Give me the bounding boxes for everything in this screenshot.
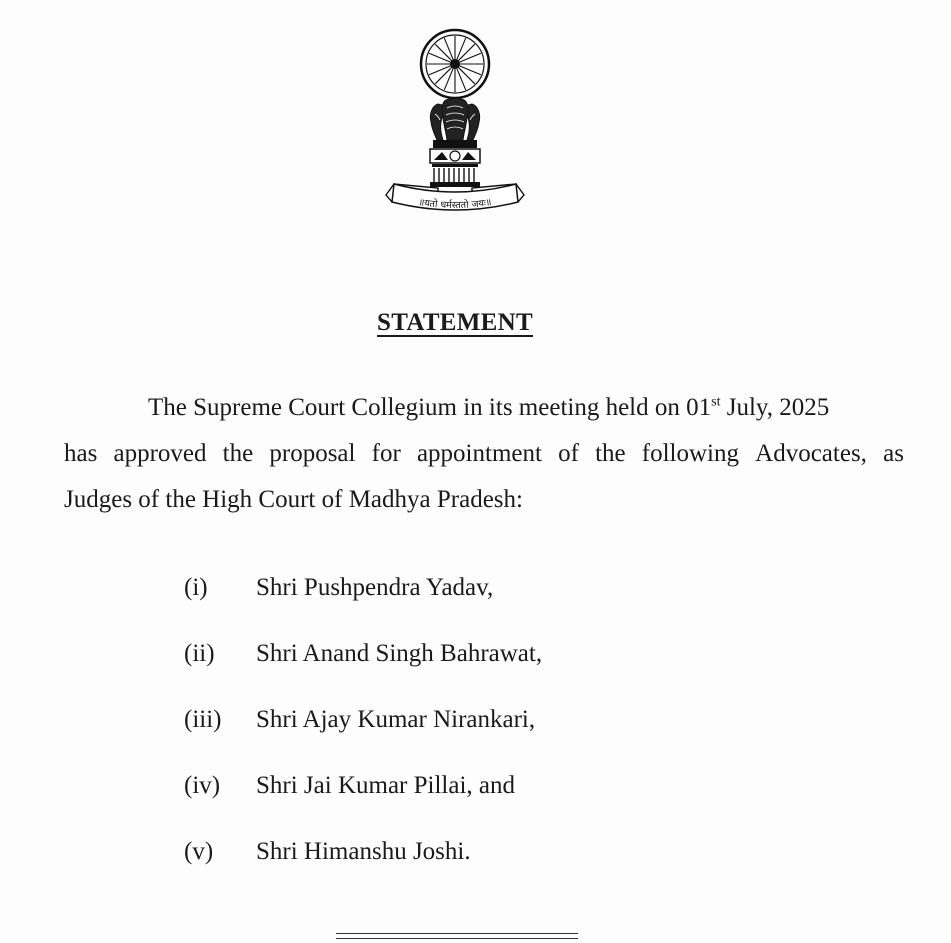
list-item [184,838,471,866]
paragraph-line-1-part-a: The Supreme Court Collegium in its meeting held on 01 [148,394,712,421]
list-item-number: (iv) [184,772,221,799]
word: the [222,440,254,467]
list-item [184,574,493,602]
appointee-name: Shri Pushpendra Yadav, [256,574,494,601]
list-item [184,706,535,734]
list-item [184,772,515,800]
list-item-number: (ii) [184,640,215,667]
paragraph-line-1-part-b: July, 2025 [720,394,830,421]
list-item [184,640,542,668]
ordinal-suffix: st [711,394,721,410]
paragraph-line-2 [64,440,904,468]
word: Advocates, [755,440,867,467]
statement-title: STATEMENT [377,309,533,336]
appointee-name: Shri Ajay Kumar Nirankari, [256,706,536,733]
word: approved [113,440,207,467]
word: for [371,440,401,467]
word: following [641,440,739,467]
word: as [883,440,904,467]
list-item-number: (i) [184,574,208,601]
statement-heading [0,309,910,337]
word: the [595,440,626,467]
closing-divider [336,933,578,939]
appointee-name: Shri Anand Singh Bahrawat, [256,640,543,667]
appointee-name: Shri Himanshu Joshi. [256,838,471,865]
emblem-motto: ॥यतो धर्मस्ततो जयः॥ [417,196,493,212]
paragraph-line-1 [148,394,904,422]
word: proposal [269,440,356,467]
word: of [558,440,579,467]
paragraph-line-3: Judges of the High Court of Madhya Pradesh: [64,486,523,513]
word: has [64,440,98,467]
word: appointment [416,440,542,467]
list-item-number: (iii) [184,706,222,733]
appointee-name: Shri Jai Kumar Pillai, and [256,772,515,799]
supreme-court-emblem-icon [380,22,530,217]
list-item-number: (v) [184,838,214,865]
